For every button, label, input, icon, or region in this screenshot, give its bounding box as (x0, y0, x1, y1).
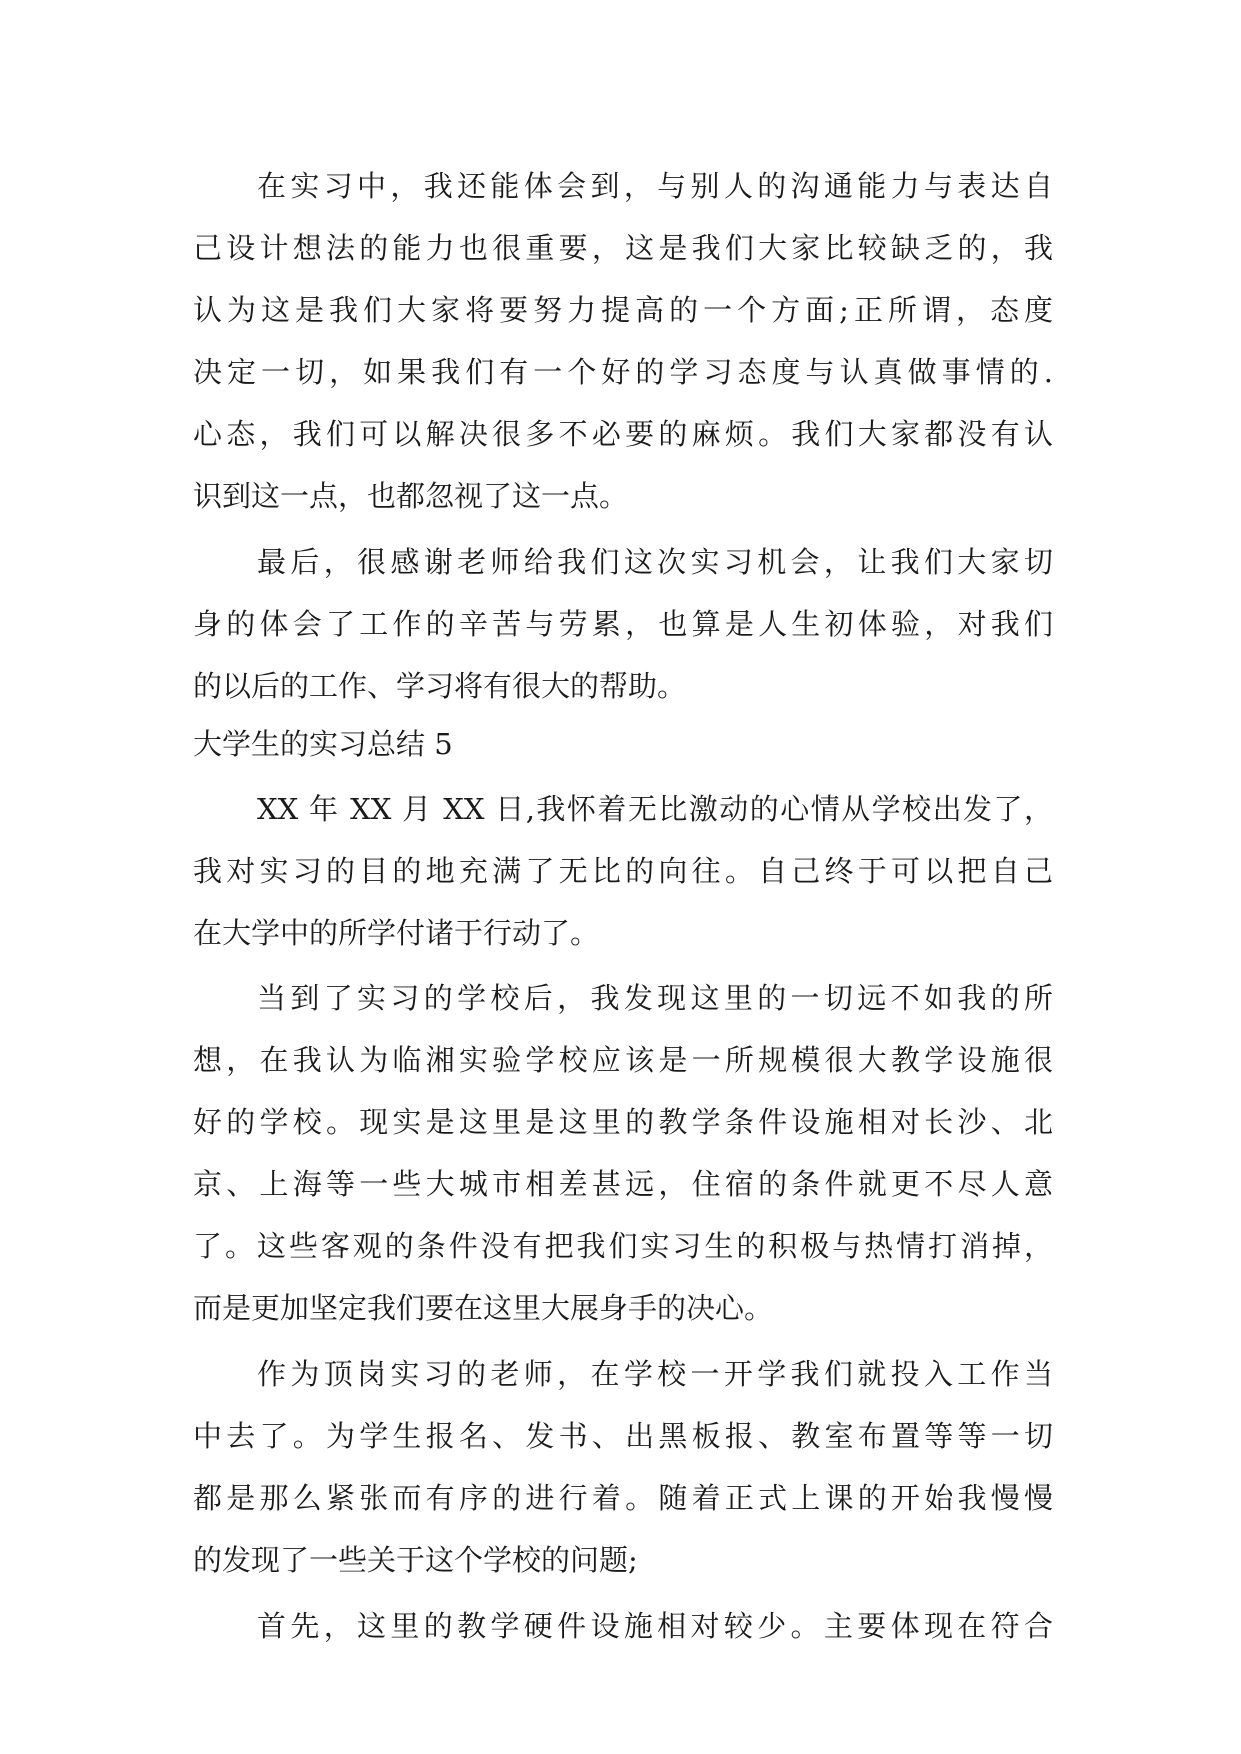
paragraph-line: 决定一切，如果我们有一个好的学习态度与认真做事情的. (193, 355, 1053, 389)
paragraph-line: XX 年 XX 月 XX 日,我怀着无比激动的心情从学校出发了， (257, 792, 1053, 826)
paragraph-line: 了。这些客观的条件没有把我们实习生的积极与热情打消掉， (193, 1229, 1053, 1263)
paragraph-line: 好的学校。现实是这里是这里的教学条件设施相对长沙、北 (193, 1105, 1053, 1139)
paragraph-line: 在实习中，我还能体会到，与别人的沟通能力与表达自 (257, 169, 1053, 203)
section-heading: 大学生的实习总结 5 (193, 727, 453, 761)
paragraph-line: 身的体会了工作的辛苦与劳累，也算是人生初体验，对我们 (193, 607, 1053, 641)
paragraph-line: 识到这一点，也都忽视了这一点。 (193, 479, 629, 513)
paragraph-line: 最后，很感谢老师给我们这次实习机会，让我们大家切 (257, 545, 1053, 579)
paragraph-line: 认为这是我们大家将要努力提高的一个方面;正所谓，态度 (193, 293, 1053, 327)
paragraph-line: 中去了。为学生报名、发书、出黑板报、教室布置等等一切 (193, 1419, 1053, 1453)
paragraph-line: 而是更加坚定我们要在这里大展身手的决心。 (193, 1291, 774, 1325)
paragraph-line: 都是那么紧张而有序的进行着。随着正式上课的开始我慢慢 (193, 1481, 1053, 1515)
paragraph-line: 的以后的工作、学习将有很大的帮助。 (193, 669, 687, 703)
paragraph-line: 心态，我们可以解决很多不必要的麻烦。我们大家都没有认 (193, 417, 1053, 451)
paragraph-line: 作为顶岗实习的老师，在学校一开学我们就投入工作当 (257, 1357, 1053, 1391)
paragraph-line: 当到了实习的学校后，我发现这里的一切远不如我的所 (257, 981, 1053, 1015)
paragraph-line: 京、上海等一些大城市相差甚远，住宿的条件就更不尽人意 (193, 1167, 1053, 1201)
paragraph-line: 首先，这里的教学硬件设施相对较少。主要体现在符合 (257, 1609, 1053, 1643)
paragraph-line: 己设计想法的能力也很重要，这是我们大家比较缺乏的，我 (193, 231, 1053, 265)
paragraph-line: 的发现了一些关于这个学校的问题; (193, 1543, 638, 1577)
paragraph-line: 我对实习的目的地充满了无比的向往。自己终于可以把自己 (193, 854, 1053, 888)
paragraph-line: 在大学中的所学付诸于行动了。 (193, 916, 600, 950)
paragraph-line: 想，在我认为临湘实验学校应该是一所规模很大教学设施很 (193, 1043, 1053, 1077)
